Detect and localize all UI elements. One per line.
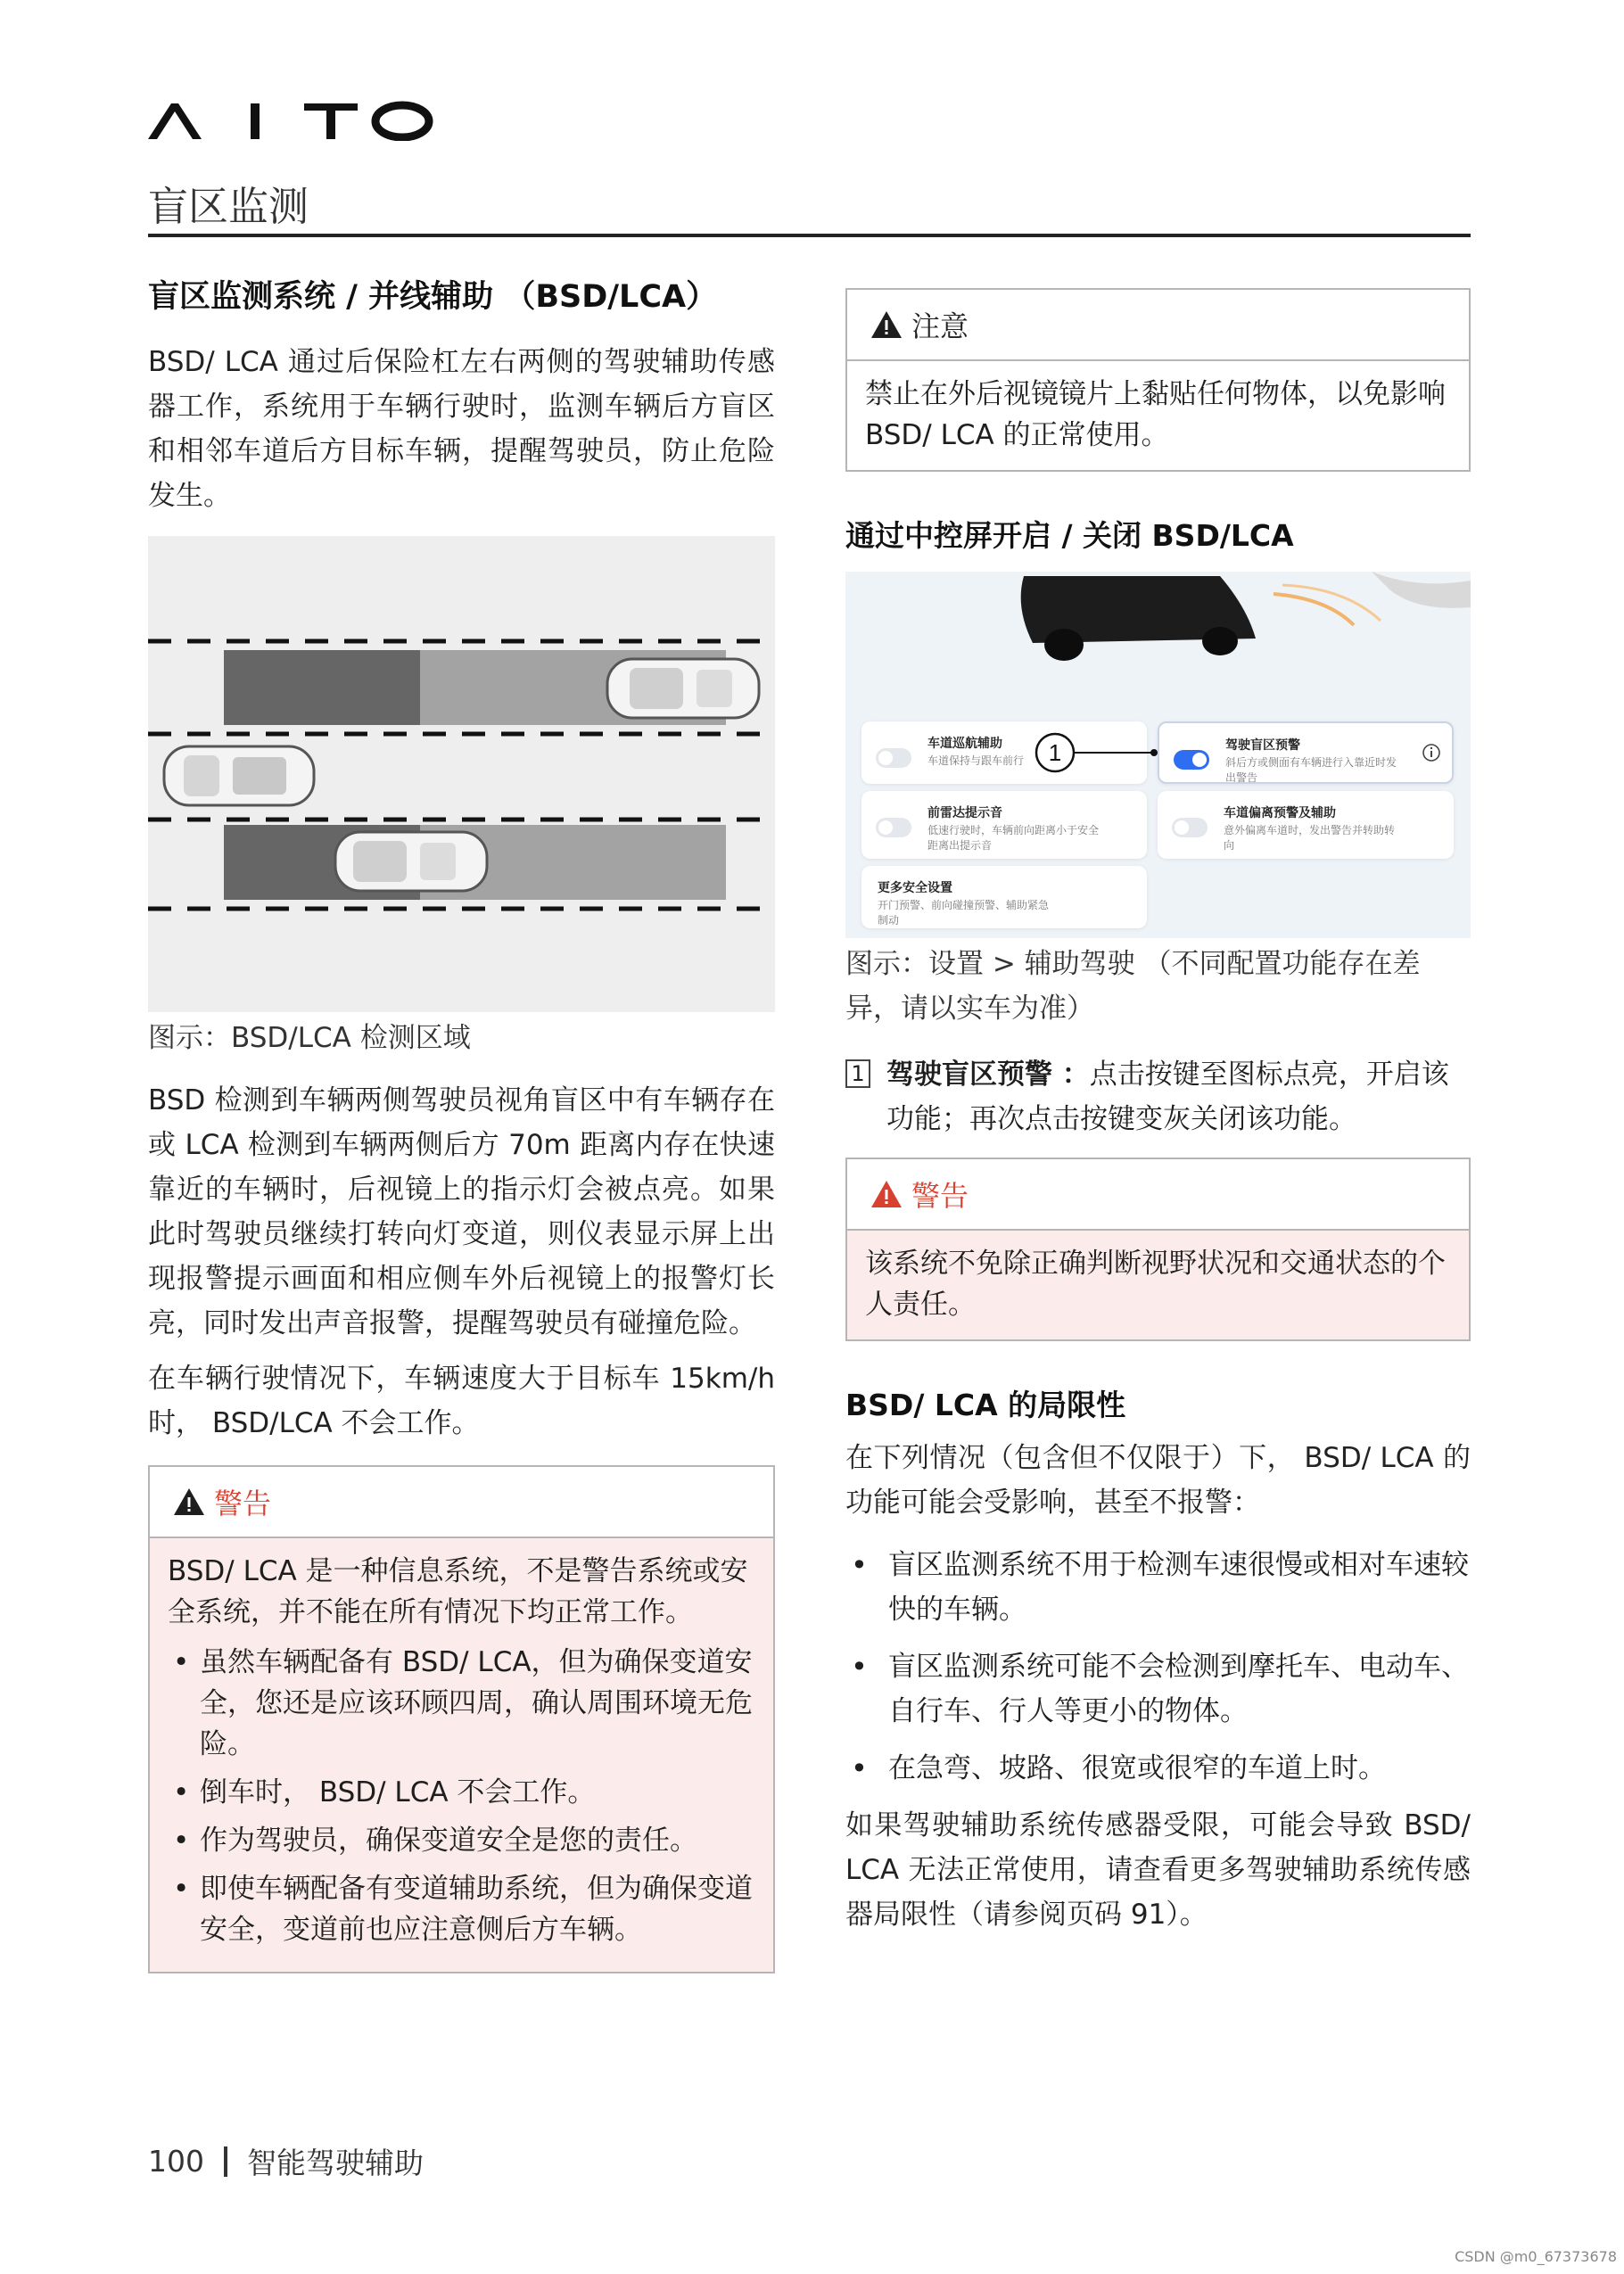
list-item: • 盲区监测系统可能不会检测到摩托车、电动车、自行车、行人等更小的物体。 xyxy=(845,1644,1471,1734)
warning-title: 警告 xyxy=(214,1487,272,1520)
toggle-switch[interactable] xyxy=(876,818,911,837)
page-title: 盲区监测 xyxy=(148,183,309,230)
toggle-switch-on[interactable] xyxy=(1174,750,1209,770)
note-title: 注意 xyxy=(911,309,969,343)
tile-subtitle: 开门预警、前向碰撞预警、辅助紧急制动 xyxy=(878,899,1050,927)
note-text: 禁止在外后视镜镜片上黏贴任何物体，以免影响 BSD/ LCA 的正常使用。 xyxy=(847,361,1469,470)
section-heading: 盲区监测系统 / 并线辅助 （BSD/LCA） xyxy=(148,279,718,315)
right-column xyxy=(845,288,1471,1937)
note-header xyxy=(847,290,1469,361)
speed-paragraph: 在车辆行驶情况下，车辆速度大于目标车 15km/h 时， BSD/LCA 不会工作。 xyxy=(148,1363,775,1439)
list-item: • 盲区监测系统不用于检测车速很慢或相对车速较快的车辆。 xyxy=(845,1543,1471,1632)
settings-screenshot xyxy=(845,572,1471,938)
tile-title: 更多安全设置 xyxy=(878,881,952,895)
item-content xyxy=(886,1052,1471,1141)
tile-blind-spot-warning[interactable] xyxy=(1158,721,1454,784)
warning-text: BSD/ LCA 是一种信息系统，不是警告系统或安全系统，并不能在所有情况下均正常工作。 xyxy=(168,1555,748,1628)
tile-subtitle: 低速行驶时，车辆前向距离小于安全距离出提示音 xyxy=(927,824,1100,852)
warning-box xyxy=(148,1465,775,1973)
list-item: • 倒车时， BSD/ LCA 不会工作。 xyxy=(168,1772,755,1813)
section-name: 智能驾驶辅助 xyxy=(247,2146,424,2180)
warning-bullet-list xyxy=(168,1642,755,1950)
limitations-list xyxy=(845,1543,1471,1791)
tile-front-radar[interactable] xyxy=(861,791,1147,859)
aito-logo xyxy=(148,100,433,141)
callout-number: 1 xyxy=(1048,739,1062,766)
warning-header xyxy=(150,1467,773,1538)
ego-vehicle xyxy=(164,746,314,805)
tile-title: 前雷达提示音 xyxy=(927,806,1002,820)
screen-caption: 图示：设置 > 辅助驾驶 （不同配置功能存在差异，请以实车为准） xyxy=(845,948,1421,1025)
warning-text: 该系统不免除正确判断视野状况和交通状态的个人责任。 xyxy=(847,1231,1469,1339)
intro-paragraph: BSD/ LCA 通过后保险杠左右两侧的驾驶辅助传感器工作，系统用于车辆行驶时，监测车辆后方盲区和相邻车道后方目标车辆，提醒驾驶员，防止危险发生。 xyxy=(148,346,775,512)
caution-triangle-icon xyxy=(870,310,903,339)
vehicle-bottom-lane xyxy=(335,832,487,891)
tile-title: 驾驶盲区预警 xyxy=(1225,738,1300,753)
page-number: 100 xyxy=(148,2144,204,2179)
tile-more-safety-settings[interactable] xyxy=(861,866,1147,928)
list-item: • 即使车辆配备有变道辅助系统，但为确保变道安全，变道前也应注意侧后方车辆。 xyxy=(168,1868,755,1950)
callout-marker xyxy=(1033,730,1158,775)
footer-separator xyxy=(224,2146,227,2177)
toggle-switch[interactable] xyxy=(1172,818,1208,837)
item-number-box: 1 xyxy=(845,1059,870,1088)
list-item: • 在急弯、坡路、很宽或很窄的车道上时。 xyxy=(845,1746,1471,1791)
limitations-intro: 在下列情况（包含但不仅限于）下， BSD/ LCA 的功能可能会受影响，甚至不报警： xyxy=(845,1442,1471,1519)
tile-subtitle: 斜后方或侧面有车辆进行入靠近时发出警告 xyxy=(1225,756,1397,784)
tile-subtitle: 意外偏离车道时，发出警告并转助转向 xyxy=(1224,824,1396,852)
warning-triangle-icon xyxy=(870,1180,903,1208)
title-divider xyxy=(148,234,1471,237)
list-item: • 虽然车辆配备有 BSD/ LCA，但为确保变道安全，您还是应该环顾四周，确认周围环境无危险。 xyxy=(168,1642,755,1765)
item-text: 点击按键至图标点亮，开启该功能；再次点击按键变灰关闭该功能。 xyxy=(886,1059,1449,1135)
warning-box-right xyxy=(845,1158,1471,1341)
vehicle-top-lane xyxy=(607,659,759,718)
numbered-item xyxy=(845,1052,1471,1141)
page-footer xyxy=(148,2140,424,2182)
info-icon[interactable] xyxy=(1422,743,1441,762)
detection-zone-diagram xyxy=(148,536,775,1012)
list-item: • 作为驾驶员，确保变道安全是您的责任。 xyxy=(168,1820,755,1861)
toggle-switch[interactable] xyxy=(876,748,911,768)
tile-title: 车道巡航辅助 xyxy=(927,737,1002,751)
note-box xyxy=(845,288,1471,472)
item-label: 驾驶盲区预警 ： xyxy=(886,1059,1090,1091)
tile-lane-departure[interactable] xyxy=(1158,791,1454,859)
tile-title: 车道偏离预警及辅助 xyxy=(1224,806,1336,820)
watermark: CSDN @m0_67373678 xyxy=(1455,2248,1617,2265)
limitations-heading: BSD/ LCA 的局限性 xyxy=(845,1388,1126,1422)
figure-caption: 图示：BSD/LCA 检测区域 xyxy=(148,1022,471,1054)
detection-paragraph: BSD 检测到车辆两侧驾驶员视角盲区中有车辆存在或 LCA 检测到车辆两侧后方 70m 距离内存在快速靠近的车辆时，后视镜上的指示灯会被点亮。如果此时驾驶员继续打转向灯变道，则仪表显示屏上出现报警提示画面和相应侧车外后视镜上的报警灯长亮，同时发出声音报警，提醒驾驶员有碰撞危险。 xyxy=(148,1084,775,1339)
warning-body xyxy=(150,1538,773,1972)
left-column xyxy=(148,272,775,1973)
car-render xyxy=(845,572,1471,679)
warning-title: 警告 xyxy=(911,1179,969,1213)
tile-subtitle: 车道保持与跟车前行 xyxy=(927,754,1025,767)
warning-triangle-icon xyxy=(173,1487,205,1516)
limitations-outro: 如果驾驶辅助系统传感器受限，可能会导致 BSD/ LCA 无法正常使用，请查看更多驾驶辅助系统传感器局限性（请参阅页码 91）。 xyxy=(845,1809,1471,1931)
toggle-heading: 通过中控屏开启 / 关闭 BSD/LCA xyxy=(845,518,1294,553)
warning-header xyxy=(847,1159,1469,1231)
